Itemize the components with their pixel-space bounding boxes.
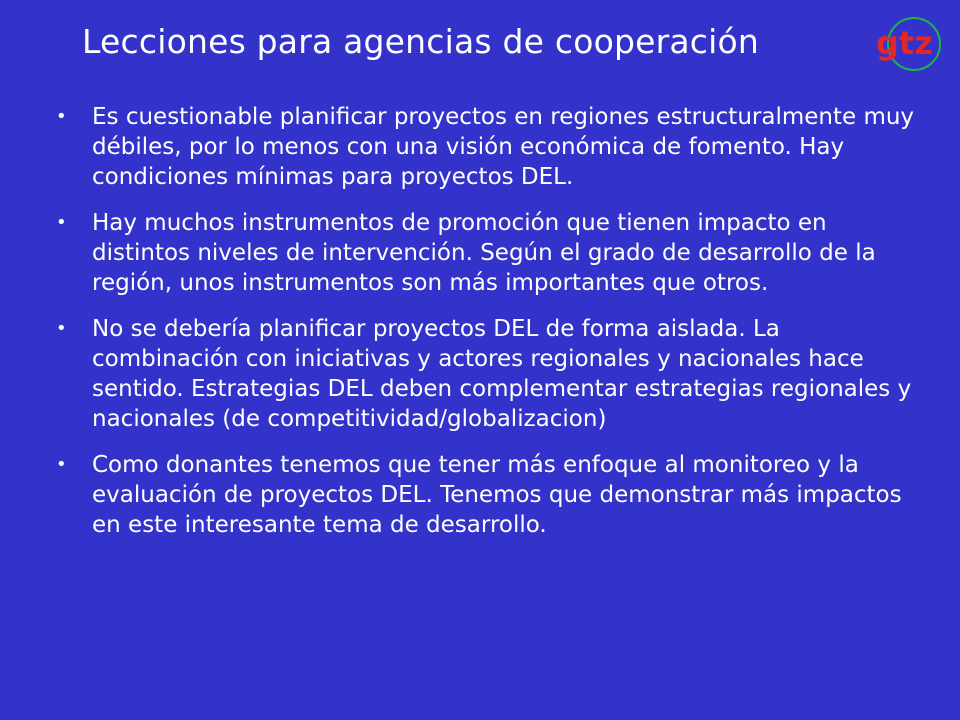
bullet-dot-icon: •: [56, 454, 67, 475]
bullet-item: [56, 450, 926, 540]
bullet-dot-icon: •: [56, 212, 67, 233]
bullet-item: [56, 314, 926, 434]
gtz-logo-text: gtz: [876, 24, 933, 62]
bullet-list: [56, 102, 926, 556]
bullet-item: [56, 102, 926, 192]
bullet-text: Como donantes tenemos que tener más enfoque al monitoreo y la evaluación de proyectos DEL. Tenemos que demonstrar más impactos en este interesante tema de desarrollo.: [92, 452, 902, 538]
bullet-item: [56, 208, 926, 298]
slide-title: Lecciones para agencias de cooperación: [82, 22, 760, 61]
bullet-text: No se debería planificar proyectos DEL de forma aislada. La combinación con iniciativas y actores regionales y nacionales hace sentido. Estrategias DEL deben complementar estrategias regionales y nacionales (de competitividad/globalizacion): [92, 316, 912, 432]
bullet-dot-icon: •: [56, 318, 67, 339]
bullet-text: Hay muchos instrumentos de promoción que tienen impacto en distintos niveles de intervención. Según el grado de desarrollo de la región, unos instrumentos son más importantes que otros.: [92, 210, 876, 296]
bullet-dot-icon: •: [56, 106, 67, 127]
bullet-text: Es cuestionable planificar proyectos en regiones estructuralmente muy débiles, por lo menos con una visión económica de fomento. Hay condiciones mínimas para proyectos DEL.: [92, 104, 915, 190]
gtz-logo: [872, 14, 944, 74]
